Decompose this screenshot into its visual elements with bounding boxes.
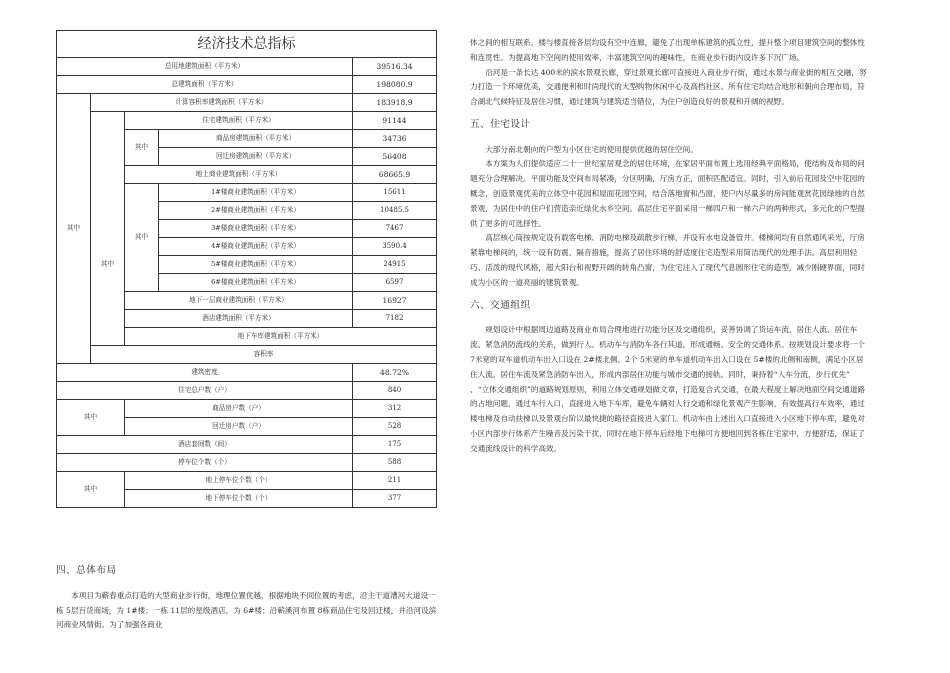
row-value: 34736 bbox=[353, 130, 437, 148]
row-label: 停车位个数（个） bbox=[57, 454, 353, 472]
table-row bbox=[57, 94, 437, 112]
row-value: 175 bbox=[353, 436, 437, 454]
table-title: 经济技术总指标 bbox=[57, 31, 437, 58]
section-heading-residential: 五、住宅设计 bbox=[470, 118, 531, 130]
row-value: 16927 bbox=[353, 292, 437, 310]
paragraph: 本方案为人们提供适应二十一世纪家居观念的居住环境，在家居平面布置上选用经典平面格局，使结构及布局的问题充分合理解决。平面功能及空间布局紧凑，分区明确，厅房方正，面积匹配适宜。同时，引入前后花园及空中花园的概念，创造景观优美的立体空中花园和屋面花园空间，结合落地窗和凸窗，使户内尽量多的房间能观赏花园绿地的自然景观，为居住中的住户们营造亲近绿化水乡空间。高层住宅平面采用一梯四户和一梯六户的两种形式，多元化的户型提供了更多的可选择性。 bbox=[470, 159, 865, 228]
row-value: 3590.4 bbox=[353, 238, 437, 256]
paragraph: 沿河是一条长达 400米的滨水景观长廊，穿过景观长廊可直接进入商业步行街，通过水景与商业街的相互交融，努力打造一个环境优美，交通便利和时尚现代的大型购物休闲中心及高档社区。所有住宅均结合地形和朝向合理布局，符合湖北气候特征及居住习惯，通过建筑与建筑适当错位，为住户创造良好的景观和开阔的视野。 bbox=[470, 67, 867, 107]
of-which-label: 其中 bbox=[57, 400, 125, 436]
table-row bbox=[57, 400, 437, 418]
row-value: 48.72% bbox=[353, 364, 437, 382]
row-label: 总用地建筑面积（平方米） bbox=[57, 58, 353, 76]
paragraph: 本项目为蕲春重点打造的大型商业步行街，地理位置优越，根据地块不同位置的考虑，沿主干道漕河大道设一栋 5层百货商场，为 1#楼；一栋 11层的星级酒店，为 6#楼；沿蕲溪河布置 8栋商品住宅及回迁楼，并沿河设滨河商业风情街。为了加强各商业 bbox=[56, 590, 437, 630]
section-heading-traffic: 六、交通组织 bbox=[470, 299, 531, 311]
row-value: 183918.9 bbox=[353, 94, 437, 112]
table-row bbox=[57, 112, 437, 130]
economic-indicators-table bbox=[56, 30, 437, 508]
row-label: 地上商业建筑面积（平方米） bbox=[125, 166, 353, 184]
paragraph: 体之间的相互联系，楼与楼直接各层均设有空中连廊，避免了出现单栋建筑的孤立性，提升整个项目建筑空间的整体性和连贯性。为提高地下空间的使用效率，丰富建筑空间的趣味性，在商业步行街内设许多下沉广场。 bbox=[470, 38, 865, 62]
paragraph: 高层核心筒按规定设有载客电梯、消防电梯及疏散步行梯，并设有水电设备管井。楼梯间均有自然通风采光，厅房紧靠电梯间的，统一设有防震、隔音措施，提高了居住环境的舒适度住宅造型采用简洁现代的处理手法。高层利用轻巧、活泼的现代风格，超大阳台和视野开阔的转角凸窗，为住宅注入了现代气息圆形住宅的造型，减少刚硬界面，同时成为小区的一道亮丽的建筑景观。 bbox=[470, 233, 865, 287]
row-label: 商品房户数（户） bbox=[125, 400, 353, 418]
of-which-label: 其中 bbox=[57, 472, 125, 508]
row-value: 211 bbox=[353, 472, 437, 490]
table-row bbox=[57, 76, 437, 94]
table-row bbox=[57, 454, 437, 472]
row-label: 4#楼商业建筑面积（平方米） bbox=[159, 238, 353, 256]
of-which-label: 其中 bbox=[125, 130, 159, 166]
row-label: 总建筑面积（平方米） bbox=[57, 76, 353, 94]
paragraph: 大部分南北朝向的户型为小区住宅的使用提供优越的居住空间。 bbox=[485, 144, 698, 154]
table-row bbox=[57, 58, 437, 76]
row-label: 商品房建筑面积（平方米） bbox=[159, 130, 353, 148]
row-value: 24915 bbox=[353, 256, 437, 274]
row-label: 回迁房户数（户） bbox=[125, 418, 353, 436]
row-value: 588 bbox=[353, 454, 437, 472]
table-row bbox=[57, 436, 437, 454]
row-value: 528 bbox=[353, 418, 437, 436]
row-value: 7467 bbox=[353, 220, 437, 238]
row-label: 地下车库建筑面积（平方米） bbox=[125, 328, 437, 346]
row-label: 地下一层商业建筑面积（平方米） bbox=[125, 292, 353, 310]
section-heading-layout: 四、总体布局 bbox=[56, 565, 117, 576]
row-value: 91144 bbox=[353, 112, 437, 130]
row-value: 377 bbox=[353, 490, 437, 508]
row-value: 312 bbox=[353, 400, 437, 418]
of-which-label: 其中 bbox=[57, 94, 91, 364]
row-label: 住宅建筑面积（平方米） bbox=[125, 112, 353, 130]
row-label: 地上停车位个数（个） bbox=[125, 472, 353, 490]
of-which-label: 其中 bbox=[125, 184, 159, 292]
row-label: 回迁房建筑面积（平方米） bbox=[159, 148, 353, 166]
row-label: 酒店套间数（间） bbox=[57, 436, 353, 454]
of-which-label-blank bbox=[91, 112, 125, 184]
row-value: 840 bbox=[353, 382, 437, 400]
row-label: 地下停车位个数（个） bbox=[125, 490, 353, 508]
table-title-row bbox=[57, 31, 437, 58]
row-value: 39516.34 bbox=[353, 58, 437, 76]
row-label: 2#楼商业建筑面积（平方米） bbox=[159, 202, 353, 220]
row-value: 15611 bbox=[353, 184, 437, 202]
row-label: 1#楼商业建筑面积（平方米） bbox=[159, 184, 353, 202]
row-value: 6597 bbox=[353, 274, 437, 292]
table-row bbox=[57, 364, 437, 382]
row-label: 5#楼商业建筑面积（平方米） bbox=[159, 256, 353, 274]
table-row bbox=[57, 346, 437, 364]
of-which-label: 其中 bbox=[91, 184, 125, 346]
row-value: 56408 bbox=[353, 148, 437, 166]
table-row bbox=[57, 382, 437, 400]
table-row bbox=[57, 472, 437, 490]
right-column-text bbox=[470, 36, 870, 457]
left-column-text bbox=[56, 556, 438, 633]
row-label: 计算容积率建筑面积（平方米） bbox=[91, 94, 353, 112]
row-label: 容积率 bbox=[91, 346, 437, 364]
row-label: 6#楼商业建筑面积（平方米） bbox=[159, 274, 353, 292]
row-value: 198080.9 bbox=[353, 76, 437, 94]
row-label: 酒店建筑面积（平方米） bbox=[125, 310, 353, 328]
paragraph: 规划设计中根据周边道路及商业布局合理地进行功能分区及交通组织，妥善协调了货运车流、居住人流、居住车流、紧急消防流线的关系，做到行人、机动车与消防车各行其道，形成通畅、安全的交通体系。按规划设计要求将一个 7米宽的双车道机动车出入口设在 2#楼北侧、2个 5米宽的单车道机动车出入口设在 5#楼的北侧和南侧，满足小区居住人流、居住车流及紧急消防车出入，形成内部居住功能与城市交通的接轨。同时，秉持着“人车分流，步行优先” 、“立体交通组织”的道路规划原则，利用立体交通规划做文章，打造复合式交通，在最大程度上解决地面空间交通道路的占地问题，通过车行入口，直接进入地下车库，避免车辆对人行交通和绿化景观产生影响，有效提高行车效率，通过楼电梯及自动扶梯以及景观台阶以最快捷的路径直接进入家门。机动车由上述出入口直接进入小区地下停车库，避免对小区内部步行体系产生噪音及污染干扰，同时在地下停车后经地下电梯可方便地回到各栋住宅家中，方便舒适，保证了交通流线设计的科学高效。 bbox=[470, 325, 866, 453]
row-label: 3#楼商业建筑面积（平方米） bbox=[159, 220, 353, 238]
row-value: 10485.5 bbox=[353, 202, 437, 220]
row-label: 建筑密度 bbox=[57, 364, 353, 382]
row-value: 7182 bbox=[353, 310, 437, 328]
table-row bbox=[57, 184, 437, 202]
row-label: 住宅总户数（户） bbox=[57, 382, 353, 400]
row-value: 68665.9 bbox=[353, 166, 437, 184]
